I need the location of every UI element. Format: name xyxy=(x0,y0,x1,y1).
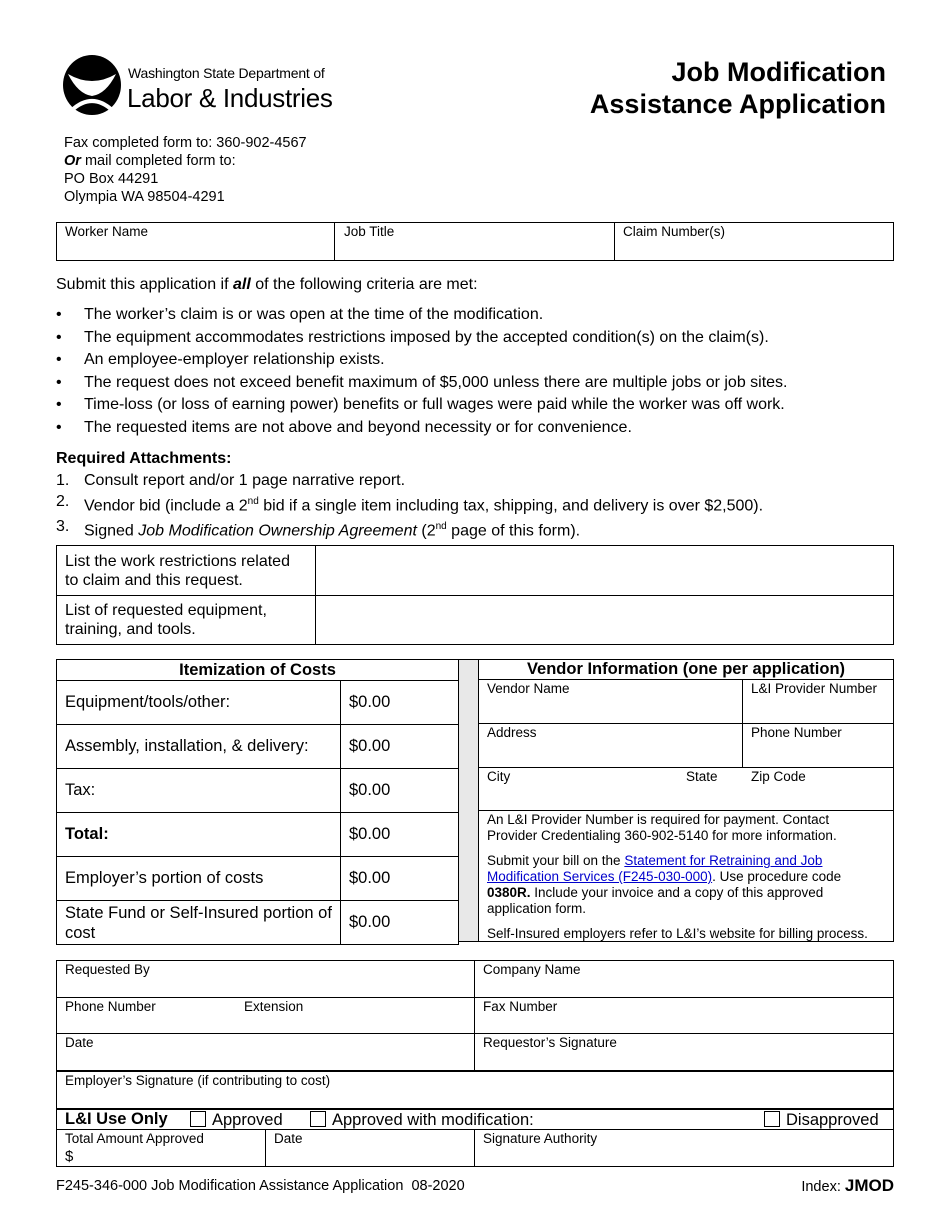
fax-number-field[interactable]: Fax Number xyxy=(483,999,558,1014)
disapproved-option[interactable]: Disapproved xyxy=(764,1111,879,1130)
list-item: • The requested items are not above and beyond necessity or for convenience. xyxy=(56,418,632,436)
worker-info-row xyxy=(56,222,894,261)
approved-option[interactable]: Approved xyxy=(190,1111,283,1130)
claim-number-field[interactable]: Claim Number(s) xyxy=(623,224,726,239)
signature-authority-field[interactable]: Signature Authority xyxy=(483,1131,598,1146)
company-name-field[interactable]: Company Name xyxy=(483,962,581,977)
cost-value[interactable]: $0.00 xyxy=(341,813,459,857)
agency-name-line2: Labor & Industries xyxy=(127,83,333,113)
worker-name-field[interactable]: Worker Name xyxy=(65,224,149,239)
cost-heading: Itemization of Costs xyxy=(57,660,459,681)
disapproved-checkbox[interactable] xyxy=(764,1111,780,1127)
list-item: • The request does not exceed benefit maximum of $5,000 unless there are multiple jobs or job sites. xyxy=(56,373,788,391)
vendor-zip-field[interactable]: Zip Code xyxy=(751,769,806,784)
attachments-heading: Required Attachments: xyxy=(56,450,232,467)
requested-by-field[interactable]: Requested By xyxy=(65,962,150,977)
provider-note: An L&I Provider Number is required for payment. Contact Provider Credentialing 360-902-5140 for more information. xyxy=(487,812,837,843)
cost-value[interactable]: $0.00 xyxy=(341,725,459,769)
employer-signature-field[interactable]: Employer’s Signature (if contributing to cost) xyxy=(65,1073,331,1088)
cost-value[interactable]: $0.00 xyxy=(341,769,459,813)
form-index: Index: JMOD xyxy=(801,1176,894,1195)
table-row: Tax: $0.00 xyxy=(57,769,459,813)
extension-field[interactable]: Extension xyxy=(244,999,304,1014)
phone-number-field[interactable]: Phone Number xyxy=(65,999,156,1014)
table-row: Employer’s portion of costs $0.00 xyxy=(57,857,459,901)
form-id: F245-346-000 Job Modification Assistance Application 08-2020 xyxy=(56,1178,465,1194)
agency-name-line1: Washington State Department of xyxy=(128,65,325,81)
attachments-list xyxy=(56,470,916,542)
dollar-sign: $ xyxy=(65,1148,74,1165)
approved-mod-option[interactable]: Approved with modification: xyxy=(310,1111,534,1130)
table-row: State Fund or Self-Insured portion of cost $0.00 xyxy=(57,901,459,945)
fax-line: Fax completed form to: 360-902-4567 xyxy=(64,135,307,151)
requestor-signature-field[interactable]: Requestor’s Signature xyxy=(483,1035,617,1050)
cost-table xyxy=(56,659,459,945)
vendor-city-field[interactable]: City xyxy=(487,769,511,784)
form-title-line1: Job Modification xyxy=(671,57,886,87)
vendor-heading: Vendor Information (one per application) xyxy=(526,660,846,678)
vendor-phone-field[interactable]: Phone Number xyxy=(751,725,842,740)
list-item: 3. Signed Job Modification Ownership Agreement (2nd page of this form). xyxy=(56,518,581,540)
cost-value[interactable]: $0.00 xyxy=(341,901,459,945)
column-separator xyxy=(459,659,479,942)
self-insured-note: Self-Insured employers refer to L&I’s website for billing process. xyxy=(487,926,868,941)
list-item: • An employee-employer relationship exists. xyxy=(56,351,385,368)
form-title xyxy=(590,56,886,120)
vendor-name-field[interactable]: Vendor Name xyxy=(487,681,570,696)
restrictions-label: List the work restrictions related to claim and this request. xyxy=(57,546,316,596)
list-item: 1. Consult report and/or 1 page narrative report. xyxy=(56,472,406,489)
date-field[interactable]: Date xyxy=(65,1035,94,1050)
po-box: PO Box 44291 xyxy=(64,171,159,187)
list-item: • The equipment accommodates restrictions imposed by the accepted condition(s) on the claim(s). xyxy=(56,328,769,346)
request-table xyxy=(56,545,894,645)
li-use-heading: L&I Use Only xyxy=(65,1110,168,1128)
vendor-address-field[interactable]: Address xyxy=(487,725,537,740)
mail-city: Olympia WA 98504-4291 xyxy=(64,189,225,205)
table-row: Equipment/tools/other: $0.00 xyxy=(57,681,459,725)
list-item: 2. Vendor bid (include a 2nd bid if a single item including tax, shipping, and delivery is over $2,500). xyxy=(56,493,764,515)
equipment-input[interactable] xyxy=(316,596,894,645)
list-item: • Time-loss (or loss of earning power) benefits or full wages were paid while the worker was off work. xyxy=(56,396,785,413)
restrictions-input[interactable] xyxy=(316,546,894,596)
table-row: Assembly, installation, & delivery: $0.00 xyxy=(57,725,459,769)
billing-note: Submit your bill on the Statement for Retraining and Job Modification Services (F245-030-000). Use procedure code 0380R. Include your invoice and a copy of this approved application form. xyxy=(487,853,842,916)
mail-line: Or mail completed form to: xyxy=(64,153,236,169)
list-item: • The worker’s claim is or was open at the time of the modification. xyxy=(56,306,544,323)
table-row: Total: $0.00 xyxy=(57,813,459,857)
statement-form-link[interactable]: Statement for Retraining and Job Modification Services (F245-030-000) xyxy=(487,853,823,884)
job-title-field[interactable]: Job Title xyxy=(344,224,395,239)
vendor-state-field[interactable]: State xyxy=(686,769,718,784)
criteria-list xyxy=(56,304,916,439)
criteria-intro: Submit this application if all of the following criteria are met: xyxy=(56,276,478,293)
total-amount-field[interactable]: Total Amount Approved xyxy=(65,1131,204,1146)
agency-logo xyxy=(62,54,332,118)
li-date-field[interactable]: Date xyxy=(274,1131,303,1146)
lni-logo-icon xyxy=(62,54,122,116)
cost-value[interactable]: $0.00 xyxy=(341,681,459,725)
approved-mod-checkbox[interactable] xyxy=(310,1111,326,1127)
equipment-label: List of requested equipment, training, and tools. xyxy=(57,596,316,645)
form-title-line2: Assistance Application xyxy=(589,89,886,119)
approved-checkbox[interactable] xyxy=(190,1111,206,1127)
cost-value[interactable]: $0.00 xyxy=(341,857,459,901)
provider-number-field[interactable]: L&I Provider Number xyxy=(751,681,878,696)
mailing-instructions xyxy=(64,134,307,206)
